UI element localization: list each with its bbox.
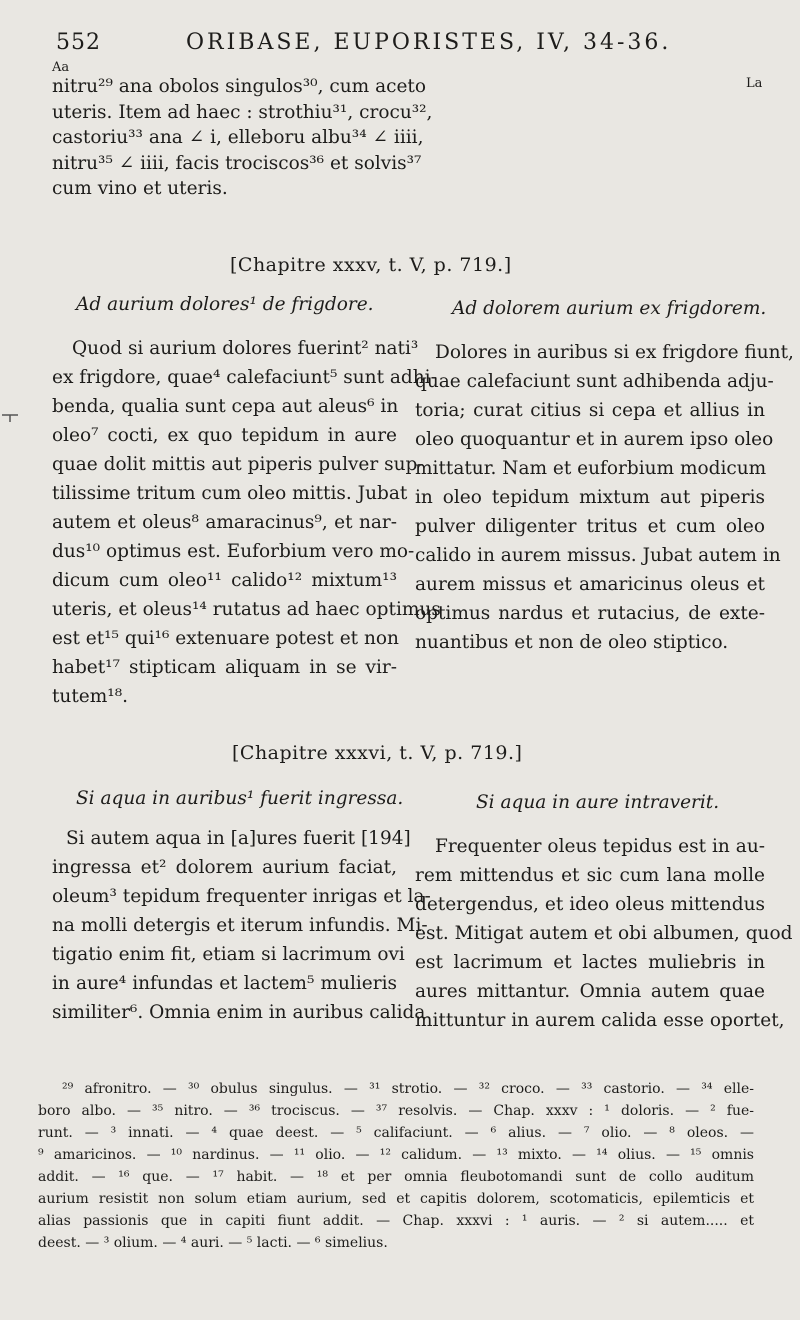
text-line: est. Mitigat autem et obi albumen, quod [415,923,793,944]
text-line: aurem missus et amaricinus oleus et [415,574,765,595]
text-line: oleum³ tepidum frequenter inrigas et la- [52,886,431,907]
text-line: optimus nardus et rutacius, de exte- [415,603,765,624]
text-line: uteris. Item ad haec : strothiu³¹, crocu³², [52,101,433,123]
text-line: na molli detergis et iterum infundis. Mi- [52,915,428,936]
text-line: aures mittantur. Omnia autem quae [415,981,765,1002]
text-line: nitru²⁹ ana obolos singulos³⁰, cum aceto [52,76,426,97]
chapter-36-latin-b-column [415,832,793,1035]
text-line: castoriu³³ ana ∠ i, elleboru albu³⁴ ∠ iiii, [52,127,424,148]
running-title: ORIBASE, EUPORISTES, IV, 34-36. [186,30,672,55]
continuation-paragraph [52,74,433,202]
text-line: nitru³⁵ ∠ iiii, facis trociscos³⁶ et solvis³⁷ [52,152,422,174]
chapter-36-latin-a-column [52,824,431,1027]
text-line: oleo quoquantur et in aurem ipso oleo [415,429,774,450]
siglum-right: La [746,76,763,91]
text-line: benda, qualia sunt cepa aut aleus⁶ in [52,396,399,417]
text-line: ingressa et² dolorem aurium faciat, [52,857,397,878]
critical-apparatus-footnotes [38,1078,754,1254]
footnote-line: alias passionis que in capiti fiunt addit. — Chap. xxxvi : ¹ auris. — ² si autem..... et [38,1213,754,1229]
text-line: dicum cum oleo¹¹ calido¹² mixtum¹³ [52,570,397,591]
chapter-35-latin-b-column [415,338,794,657]
text-line: ex frigdore, quae⁴ calefaciunt⁵ sunt adhi- [52,367,437,388]
footnote-line: runt. — ³ innati. — ⁴ quae deest. — ⁵ califaciunt. — ⁶ alius. — ⁷ olio. — ⁸ oleos. — [38,1125,754,1141]
text-line: Si autem aqua in [a]ures fuerit [194] [66,828,411,849]
footnote-line: deest. — ³ olium. — ⁴ auri. — ⁵ lacti. — ⁶ simelius. [38,1235,388,1251]
text-line: similiter⁶. Omnia enim in auribus calida [52,1002,426,1023]
siglum-left: Aa [52,60,70,75]
text-line: nuantibus et non de oleo stiptico. [415,632,729,653]
footnote-line: aurium resistit non solum etiam aurium, sed et capitis dolorem, scotomaticis, epilemticis et [38,1191,754,1207]
footnote-line: ²⁹ afronitro. — ³⁰ obulus singulus. — ³¹ strotio. — ³² croco. — ³³ castorio. — ³⁴ elle- [62,1081,754,1097]
text-line: detergendus, et ideo oleus mittendus [415,894,765,915]
chapter-35-heading: [Chapitre xxxv, t. V, p. 719.] [230,254,512,276]
footnote-line: boro albo. — ³⁵ nitro. — ³⁶ trociscus. — ³⁷ resolvis. — Chap. xxxv : ¹ doloris. — ² fue- [38,1103,754,1119]
text-line: pulver diligenter tritus et cum oleo [415,516,765,537]
text-line: quae calefaciunt sunt adhibenda adju- [415,371,774,392]
text-line: Quod si aurium dolores fuerint² nati³ [72,338,419,359]
text-line: habet¹⁷ stipticam aliquam in se vir- [52,657,397,678]
text-line: uteris, et oleus¹⁴ rutatus ad haec optimus [52,599,441,620]
text-line: tutem¹⁸. [52,686,128,707]
text-line: Frequenter oleus tepidus est in au- [435,836,765,857]
text-line: in oleo tepidum mixtum aut piperis [415,487,765,508]
text-line: est lacrimum et lactes muliebris in [415,952,765,973]
text-line: est et¹⁵ qui¹⁶ extenuare potest et non [52,628,399,649]
chapter-36-left-title: Si aqua in auribus¹ fuerit ingressa. [76,788,404,809]
text-line: mittuntur in aurem calida esse oportet, [415,1010,785,1031]
chapter-35-right-title: Ad dolorem aurium ex frigdorem. [452,298,767,319]
text-line: in aure⁴ infundas et lactem⁵ mulieris [52,973,397,994]
text-line: calido in aurem missus. Jubat autem in [415,545,781,566]
text-line: autem et oleus⁸ amaracinus⁹, et nar- [52,512,397,533]
footnote-line: ⁹ amaricinos. — ¹⁰ nardinus. — ¹¹ olio. — ¹² calidum. — ¹³ mixto. — ¹⁴ olius. — ¹⁵ omnis [38,1147,754,1163]
text-line: toria; curat citius si cepa et allius in [415,400,765,421]
chapter-36-heading: [Chapitre xxxvi, t. V, p. 719.] [232,742,523,764]
text-line: cum vino et uteris. [52,178,228,199]
text-line: dus¹⁰ optimus est. Euforbium vero mo- [52,541,415,562]
text-line: Dolores in auribus si ex frigdore fiunt, [435,342,794,363]
text-line: quae dolit mittis aut piperis pulver sup- [52,454,424,475]
text-line: tilissime tritum cum oleo mittis. Jubat [52,483,408,504]
text-line: rem mittendus et sic cum lana molle [415,865,765,886]
page-number: 552 [56,30,101,55]
text-line: mittatur. Nam et euforbium modicum [415,458,767,479]
chapter-36-right-title: Si aqua in aure intraverit. [476,792,720,813]
running-head [56,30,760,66]
footnote-line: addit. — ¹⁶ que. — ¹⁷ habit. — ¹⁸ et per omnia fleubotomandi sunt de collo auditum [38,1169,754,1185]
margin-pointer-mark [0,410,26,424]
text-line: oleo⁷ cocti, ex quo tepidum in aure [52,425,397,446]
chapter-35-latin-a-column [52,334,441,711]
text-line: tigatio enim fit, etiam si lacrimum ovi [52,944,405,965]
chapter-35-left-title: Ad aurium dolores¹ de frigdore. [76,294,374,315]
